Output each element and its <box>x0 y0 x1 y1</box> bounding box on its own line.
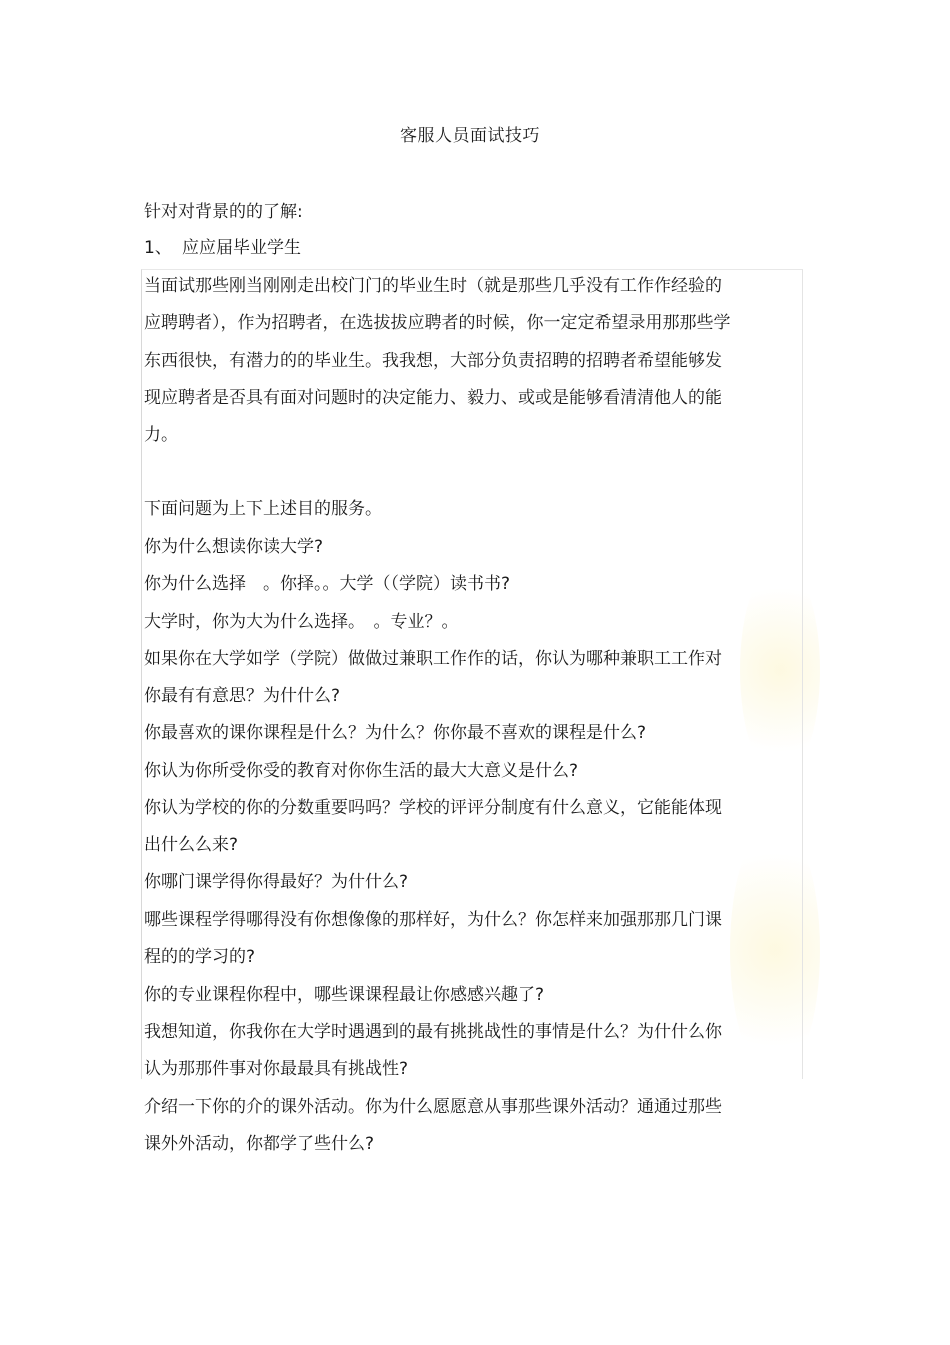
document-title: 客服人员面试技巧 <box>400 126 540 146</box>
text-line: 东西很快，有潜力的的毕业生。我我想，大部分负责招聘的招聘者希望能够发 <box>144 351 722 371</box>
text-line: 认为那那件事对你最最具有挑战性? <box>144 1059 409 1079</box>
text-line: 哪些课程学得哪得没有你想像像的那样好，为什么？你怎样来加强那那几门课 <box>144 910 722 930</box>
text-line: 下面问题为上下上述目的服务。 <box>144 499 382 519</box>
text-line: 你最有有意思？为什什么? <box>144 686 341 706</box>
text-line: 你认为学校的你的分数重要吗吗？学校的评评分制度有什么意义，它能能体现 <box>144 798 722 818</box>
subsection-heading <box>144 236 301 260</box>
section-heading: 针对对背景的的了解: <box>144 202 303 222</box>
text-line: 你哪门课学得你得最好？为什什么? <box>144 872 409 892</box>
subsection-number: 1、 <box>144 238 172 258</box>
text-line: 当面试那些刚当刚刚走出校门门的毕业生时（就是那些几乎没有工作作经验的 <box>144 276 722 296</box>
text-line: 你为什么想读你读大学? <box>144 537 324 557</box>
text-line: 我想知道，你我你在大学时遇遇到的最有挑挑战性的事情是什么？为什什么你 <box>144 1022 722 1042</box>
text-line: 你为什么选择 。你择。。大学（（学院）读书书? <box>144 574 511 594</box>
text-line: 你认为你所受你受的教育对你你生活的最大大意义是什么? <box>144 761 579 781</box>
text-line: 现应聘者是否具有面对问题时的决定能力、毅力、或或是能够看清清他人的能 <box>144 388 722 408</box>
subsection-title: 应应届毕业学生 <box>182 238 301 258</box>
text-line: 你最喜欢的课你课程是什么？为什么？你你最不喜欢的课程是什么? <box>144 723 647 743</box>
text-line: 程的的学习的? <box>144 947 256 967</box>
text-line: 你的专业课程你程中，哪些课课程最让你感感兴趣了? <box>144 985 545 1005</box>
text-line: 力。 <box>144 425 178 445</box>
text-line: 介绍一下你的介的课外活动。你为什么愿愿意从事那些课外活动？通通过那些 <box>144 1097 722 1117</box>
text-line: 出什么么来? <box>144 835 239 855</box>
text-line: 应聘聘者），作为招聘者，在选拔拔应聘者的时候，你一定定希望录用那那些学 <box>144 313 731 333</box>
text-line: 大学时，你为大为什么选择。 。专业？。 <box>144 612 459 632</box>
text-line: 课外外活动，你都学了些什么? <box>144 1134 375 1154</box>
text-line: 如果你在大学如学（学院）做做过兼职工作作的话，你认为哪种兼职工工作对 <box>144 649 722 669</box>
